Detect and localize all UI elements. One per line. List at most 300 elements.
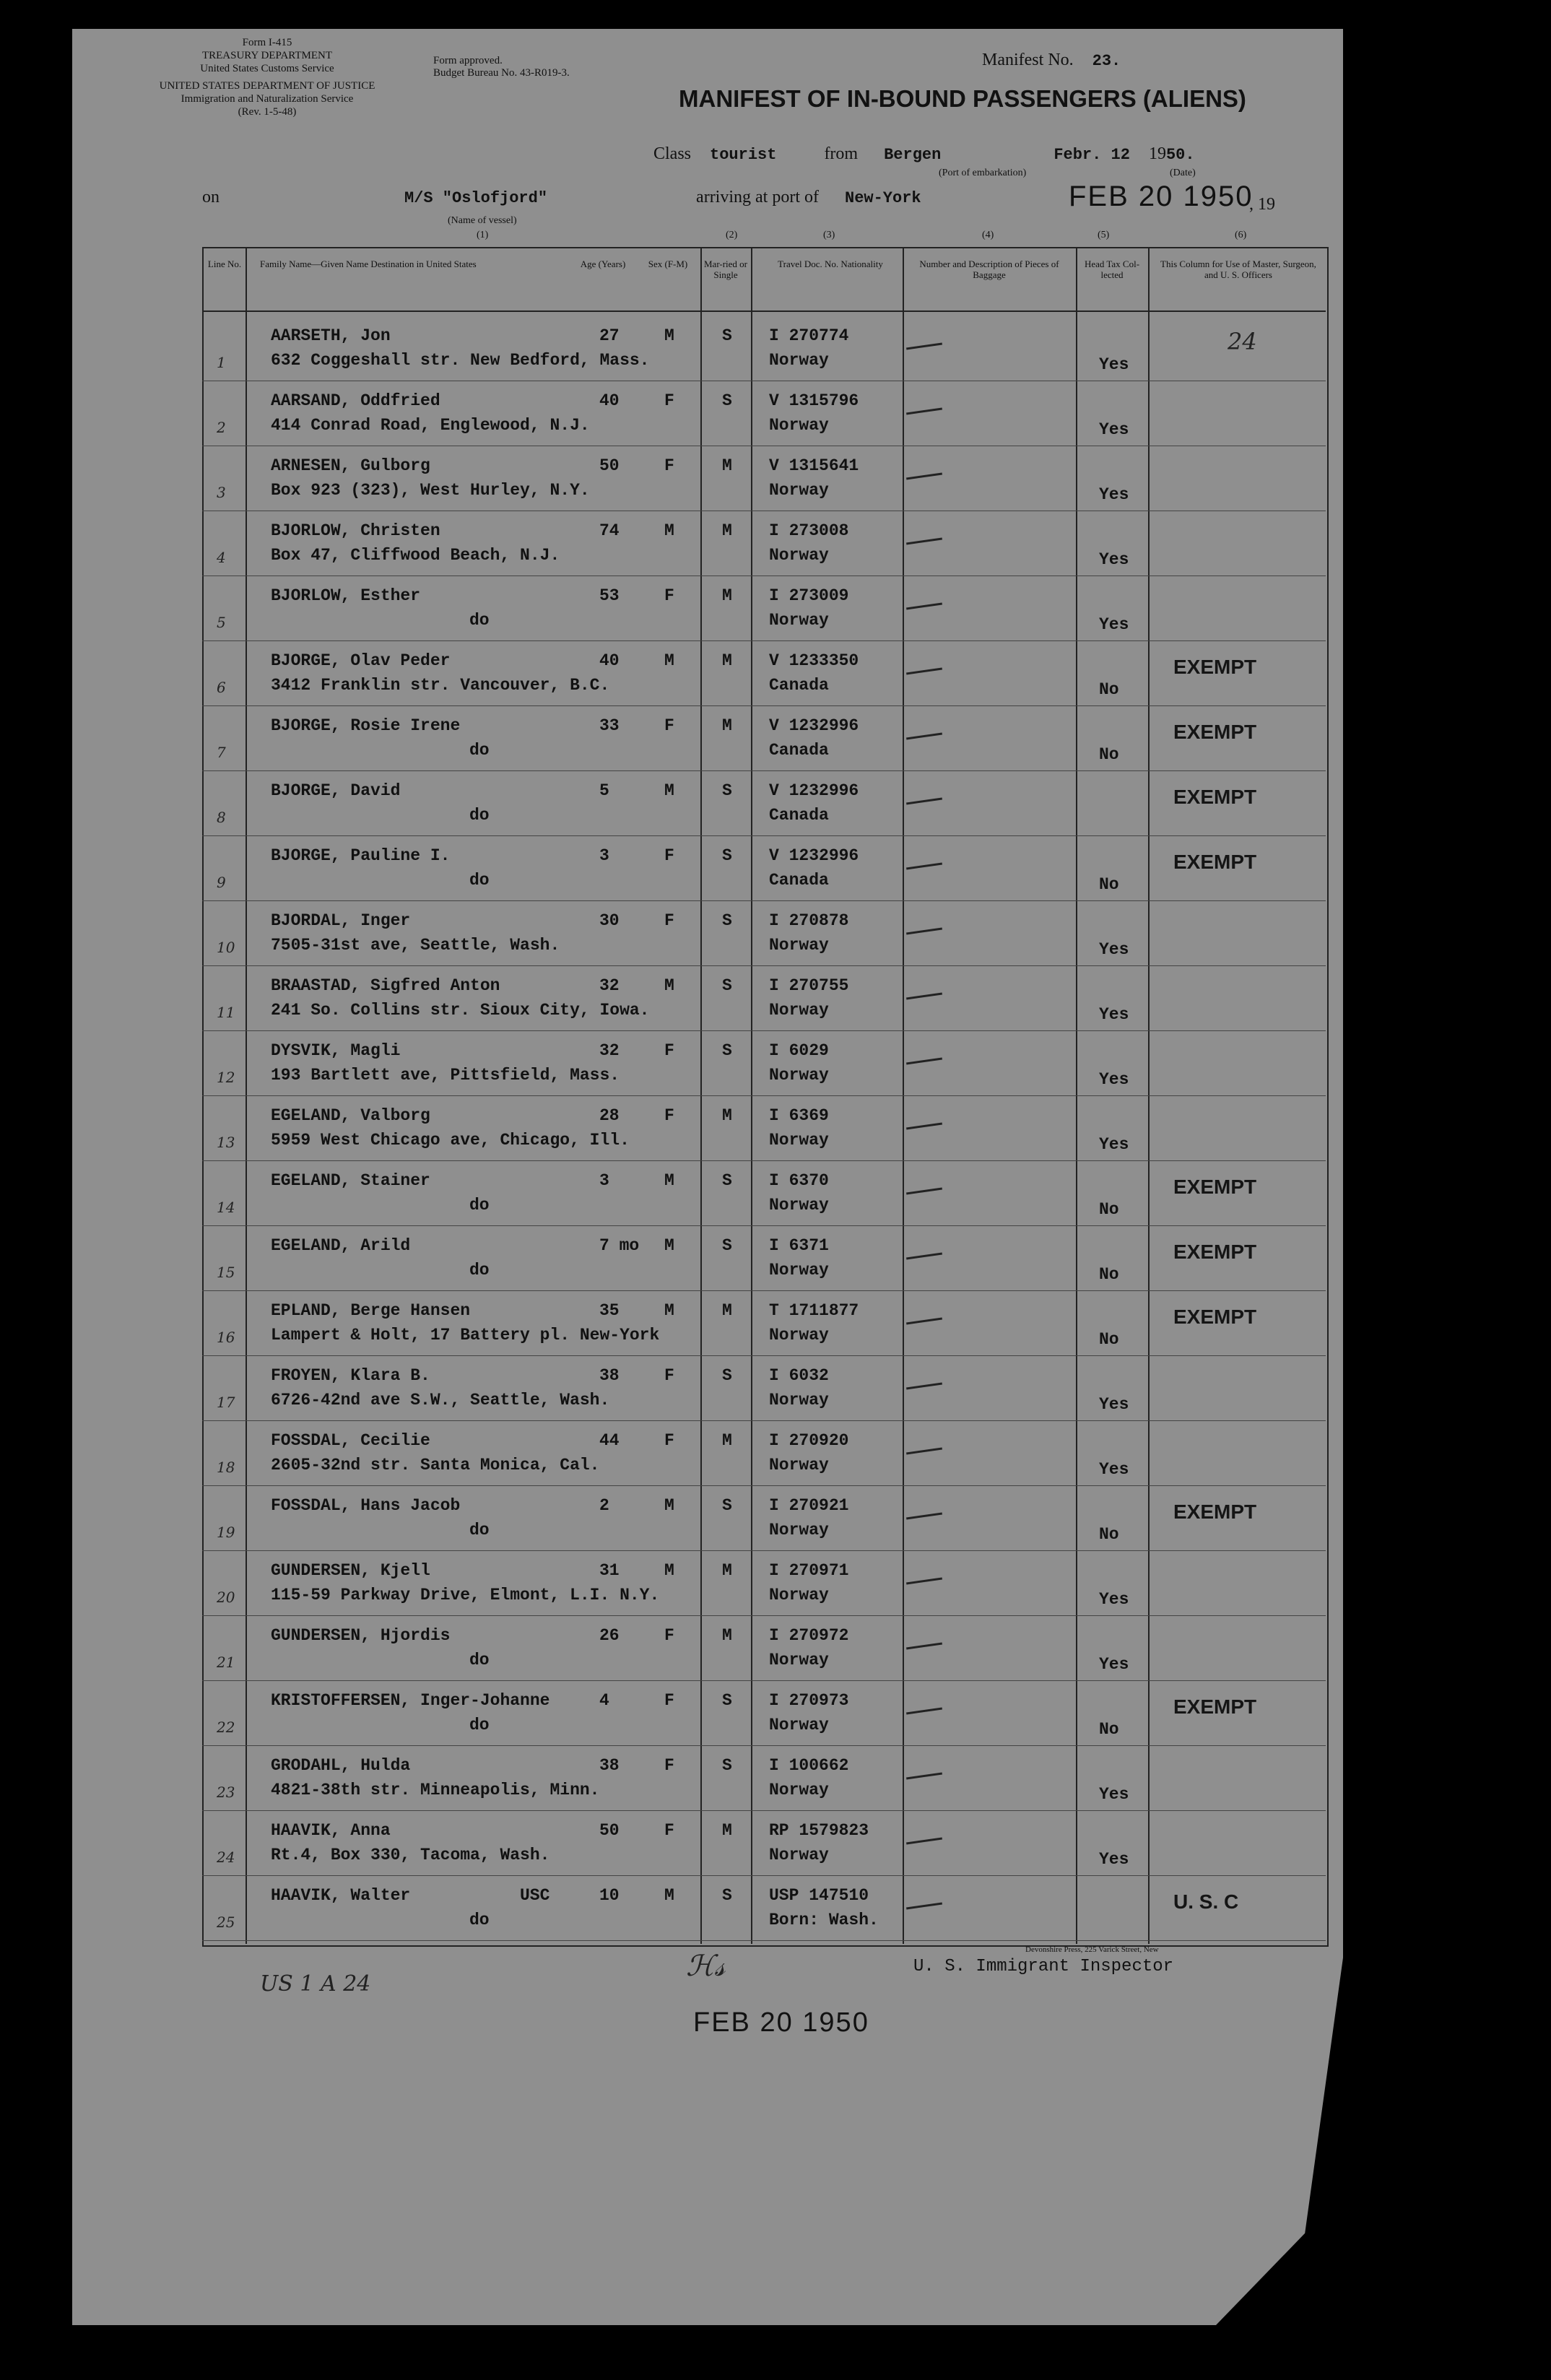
travel-doc-number: T 1711877: [769, 1301, 859, 1320]
table-row: [0, 1423, 1551, 1486]
destination: do: [469, 1521, 490, 1539]
table-row: [0, 1877, 1551, 1941]
line-number: 5: [217, 614, 226, 631]
destination: 632 Coggeshall str. New Bedford, Mass.: [271, 351, 650, 370]
head-tax-value: Yes: [1099, 355, 1129, 374]
age-value: 2: [599, 1496, 609, 1515]
form-number: Form I-415: [242, 37, 292, 48]
table-row: [0, 513, 1551, 576]
table-row: [0, 578, 1551, 641]
travel-doc-number: USP 147510: [769, 1886, 869, 1905]
arrival-port: New-York: [845, 189, 921, 207]
age-value: 40: [599, 391, 620, 410]
class-label: Class: [653, 144, 692, 163]
destination: 414 Conrad Road, Englewood, N.J.: [271, 416, 590, 435]
exempt-stamp: EXEMPT: [1173, 656, 1257, 678]
nationality: Canada: [769, 741, 829, 760]
travel-doc-number: I 6371: [769, 1236, 829, 1255]
head-tax-value: No: [1099, 745, 1119, 764]
vessel-line: [202, 188, 921, 207]
destination: do: [469, 1196, 490, 1215]
destination: do: [469, 806, 490, 825]
passenger-name: EGELAND, Valborg: [271, 1106, 430, 1125]
baggage-tick-mark: [906, 928, 942, 935]
passenger-name: AARSAND, Oddfried: [271, 391, 440, 410]
marital-status: S: [722, 1496, 732, 1515]
travel-doc-number: I 270755: [769, 976, 849, 995]
table-row: [0, 773, 1551, 836]
passenger-name: FOSSDAL, Cecilie: [271, 1431, 430, 1450]
table-row: [0, 1488, 1551, 1551]
table-row: [0, 1098, 1551, 1161]
col-header-baggage: Number and Description of Pieces of Baggage: [919, 259, 1059, 280]
sex-value: F: [664, 1821, 674, 1840]
passenger-name: BJORLOW, Christen: [271, 521, 440, 540]
year-label: 19: [1148, 144, 1166, 163]
marital-status: S: [722, 911, 732, 930]
col-header-sex: Sex (F-M): [648, 259, 688, 269]
destination: do: [469, 1716, 490, 1734]
sex-value: M: [664, 1171, 674, 1190]
table-row: [0, 1812, 1551, 1876]
nationality: Norway: [769, 351, 829, 370]
head-tax-value: No: [1099, 875, 1119, 894]
destination: do: [469, 1911, 490, 1929]
sex-value: F: [664, 1041, 674, 1060]
head-tax-value: Yes: [1099, 1850, 1129, 1869]
travel-doc-number: I 273009: [769, 586, 849, 605]
age-value: 7 mo: [599, 1236, 640, 1255]
row-separator: [202, 1095, 1326, 1096]
nationality: Norway: [769, 1781, 829, 1799]
head-tax-value: Yes: [1099, 420, 1129, 439]
travel-doc-number: V 1233350: [769, 651, 859, 670]
line-number: 23: [217, 1784, 235, 1801]
nationality: Canada: [769, 676, 829, 695]
baggage-tick-mark: [906, 1058, 942, 1065]
col-header-headtax: Head Tax Col-lected: [1084, 259, 1140, 280]
table-row: [0, 968, 1551, 1031]
line-number: 16: [217, 1329, 235, 1346]
line-number: 3: [217, 484, 226, 501]
row-separator: [202, 1745, 1326, 1746]
inspector-label: U. S. Immigrant Inspector: [913, 1957, 1174, 1976]
travel-doc-number: I 270878: [769, 911, 849, 930]
travel-doc-number: I 273008: [769, 521, 849, 540]
baggage-tick-mark: [906, 1838, 942, 1845]
table-row: [0, 643, 1551, 706]
baggage-tick-mark: [906, 1188, 942, 1195]
sex-value: M: [664, 1301, 674, 1320]
line-number: 10: [217, 939, 235, 956]
table-row: [0, 708, 1551, 771]
exempt-stamp: U. S. C: [1173, 1890, 1239, 1913]
head-tax-value: Yes: [1099, 485, 1129, 504]
marital-status: S: [722, 326, 732, 345]
destination: 5959 West Chicago ave, Chicago, Ill.: [271, 1131, 630, 1150]
customs-service: United States Customs Service: [200, 63, 334, 74]
age-value: 4: [599, 1691, 609, 1710]
age-value: 30: [599, 911, 620, 930]
nationality: Norway: [769, 1066, 829, 1085]
row-separator: [202, 1225, 1326, 1226]
age-value: 44: [599, 1431, 620, 1450]
manifest-number-value: 23.: [1092, 52, 1121, 70]
travel-doc-number: I 270973: [769, 1691, 849, 1710]
travel-doc-number: I 270971: [769, 1561, 849, 1580]
row-separator: [202, 900, 1326, 901]
travel-doc-number: I 6029: [769, 1041, 829, 1060]
sex-value: F: [664, 1431, 674, 1450]
sex-value: F: [664, 1626, 674, 1645]
destination: Box 47, Cliffwood Beach, N.J.: [271, 546, 560, 565]
nationality: Norway: [769, 1521, 829, 1539]
head-tax-value: Yes: [1099, 615, 1129, 634]
head-tax-value: Yes: [1099, 550, 1129, 569]
line-number: 14: [217, 1199, 235, 1216]
line-number: 18: [217, 1459, 235, 1476]
destination: do: [469, 871, 490, 890]
marital-status: S: [722, 1756, 732, 1775]
destination: do: [469, 741, 490, 760]
revision: (Rev. 1-5-48): [238, 106, 297, 118]
exempt-stamp: EXEMPT: [1173, 1695, 1257, 1718]
sex-value: F: [664, 1106, 674, 1125]
line-number: 1: [217, 354, 226, 371]
baggage-tick-mark: [906, 1513, 942, 1520]
header-separator: [202, 310, 1326, 312]
baggage-tick-mark: [906, 1708, 942, 1715]
head-tax-value: No: [1099, 1720, 1119, 1739]
passenger-name: FOSSDAL, Hans Jacob: [271, 1496, 461, 1515]
row-separator: [202, 1550, 1326, 1551]
usc-marker: USC: [520, 1886, 550, 1905]
line-number: 4: [217, 549, 226, 566]
baggage-tick-mark: [906, 1448, 942, 1455]
marital-status: M: [722, 521, 732, 540]
marital-status: M: [722, 1431, 732, 1450]
nationality: Norway: [769, 1326, 829, 1345]
nationality: Norway: [769, 1196, 829, 1215]
line-number: 24: [217, 1849, 235, 1866]
sex-value: F: [664, 846, 674, 865]
travel-doc-number: I 270921: [769, 1496, 849, 1515]
passenger-name: DYSVIK, Magli: [271, 1041, 401, 1060]
year-value: 50.: [1165, 146, 1195, 164]
passenger-name: EGELAND, Arild: [271, 1236, 411, 1255]
line-number: 13: [217, 1134, 235, 1151]
nationality: Norway: [769, 1001, 829, 1020]
marital-status: M: [722, 1301, 732, 1320]
footer-handwritten-note: US 1 A 24: [260, 1971, 371, 1997]
class-value: tourist: [710, 146, 777, 164]
passenger-name: BJORGE, Pauline I.: [271, 846, 451, 865]
manifest-number: [982, 51, 1121, 70]
sex-value: F: [664, 1756, 674, 1775]
passenger-name: BJORGE, David: [271, 781, 401, 800]
marital-status: M: [722, 716, 732, 735]
destination: do: [469, 611, 490, 630]
head-tax-value: Yes: [1099, 940, 1129, 959]
marital-status: M: [722, 1626, 732, 1645]
baggage-tick-mark: [906, 343, 942, 350]
baggage-tick-mark: [906, 603, 942, 610]
sex-value: M: [664, 1496, 674, 1515]
baggage-tick-mark: [906, 863, 942, 870]
marital-status: S: [722, 1366, 732, 1385]
table-row: [0, 448, 1551, 511]
sex-value: F: [664, 716, 674, 735]
age-value: 32: [599, 1041, 620, 1060]
age-value: 28: [599, 1106, 620, 1125]
travel-doc-number: V 1232996: [769, 781, 859, 800]
arriving-label: arriving at port of: [696, 188, 819, 207]
marital-status: M: [722, 1821, 732, 1840]
head-tax-value: No: [1099, 1200, 1119, 1219]
col-num-4: (4): [982, 230, 994, 240]
col-header-officers: This Column for Use of Master, Surgeon, and U. S. Officers: [1160, 259, 1316, 280]
nationality: Norway: [769, 1846, 829, 1864]
age-value: 3: [599, 1171, 609, 1190]
col-header-married: Mar-ried or Single: [703, 259, 748, 280]
sex-value: M: [664, 651, 674, 670]
marital-status: M: [722, 651, 732, 670]
sex-value: M: [664, 1236, 674, 1255]
destination: do: [469, 1261, 490, 1280]
table-row: [0, 1682, 1551, 1746]
col-num-2: (2): [726, 230, 738, 240]
age-value: 27: [599, 326, 620, 345]
arrival-date-stamp: FEB 20 1950: [1069, 181, 1254, 212]
date-caption: (Date): [1170, 168, 1196, 178]
sex-value: M: [664, 1886, 674, 1905]
nationality: Norway: [769, 1131, 829, 1150]
row-separator: [202, 640, 1326, 641]
head-tax-value: Yes: [1099, 1460, 1129, 1479]
row-separator: [202, 1940, 1326, 1941]
age-value: 74: [599, 521, 620, 540]
destination: Rt.4, Box 330, Tacoma, Wash.: [271, 1846, 550, 1864]
line-number: 9: [217, 874, 226, 891]
marital-status: S: [722, 1691, 732, 1710]
passenger-name: GRODAHL, Hulda: [271, 1756, 411, 1775]
nationality: Norway: [769, 1651, 829, 1669]
age-value: 32: [599, 976, 620, 995]
travel-doc-number: I 100662: [769, 1756, 849, 1775]
nationality: Norway: [769, 1716, 829, 1734]
inspector-signature: ℋ𝓈: [686, 1950, 726, 1983]
exempt-stamp: EXEMPT: [1173, 721, 1257, 743]
on-label: on: [202, 188, 220, 207]
row-separator: [202, 965, 1326, 966]
age-value: 35: [599, 1301, 620, 1320]
port-embarkation: Bergen: [884, 146, 942, 164]
col-header-line: Line No.: [207, 259, 242, 269]
age-value: 38: [599, 1366, 620, 1385]
passenger-name: FROYEN, Klara B.: [271, 1366, 430, 1385]
marital-status: M: [722, 1106, 732, 1125]
table-row: [0, 1552, 1551, 1616]
head-tax-value: No: [1099, 1265, 1119, 1284]
baggage-tick-mark: [906, 1318, 942, 1325]
sex-value: M: [664, 781, 674, 800]
head-tax-value: Yes: [1099, 1655, 1129, 1674]
table-row: [0, 838, 1551, 901]
sex-value: F: [664, 391, 674, 410]
manifest-number-label: Manifest No.: [982, 51, 1074, 69]
marital-status: S: [722, 1171, 732, 1190]
passenger-name: EGELAND, Stainer: [271, 1171, 430, 1190]
travel-doc-number: V 1232996: [769, 846, 859, 865]
line-number: 17: [217, 1394, 235, 1411]
head-tax-value: Yes: [1099, 1135, 1129, 1154]
passenger-name: GUNDERSEN, Kjell: [271, 1561, 430, 1580]
embark-date: Febr. 12: [1053, 146, 1130, 164]
nationality: Born: Wash.: [769, 1911, 879, 1929]
sex-value: F: [664, 911, 674, 930]
exempt-stamp: EXEMPT: [1173, 1306, 1257, 1328]
travel-doc-number: RP 1579823: [769, 1821, 869, 1840]
form-approval: [433, 55, 621, 79]
budget-bureau: Budget Bureau No. 43-R019-3.: [433, 67, 570, 79]
age-value: 50: [599, 1821, 620, 1840]
baggage-tick-mark: [906, 798, 942, 805]
line-number: 25: [217, 1914, 235, 1931]
travel-doc-number: I 6032: [769, 1366, 829, 1385]
destination: 241 So. Collins str. Sioux City, Iowa.: [271, 1001, 650, 1020]
table-row: [0, 903, 1551, 966]
exempt-stamp: EXEMPT: [1173, 1500, 1257, 1523]
baggage-tick-mark: [906, 473, 942, 480]
officer-note: 24: [1228, 328, 1257, 355]
nationality: Norway: [769, 481, 829, 500]
row-separator: [202, 1290, 1326, 1291]
sex-value: M: [664, 521, 674, 540]
age-value: 38: [599, 1756, 620, 1775]
row-separator: [202, 1875, 1326, 1876]
marital-status: S: [722, 846, 732, 865]
baggage-tick-mark: [906, 733, 942, 740]
exempt-stamp: EXEMPT: [1173, 786, 1257, 808]
marital-status: S: [722, 781, 732, 800]
exempt-stamp: EXEMPT: [1173, 851, 1257, 873]
marital-status: S: [722, 1886, 732, 1905]
col-header-travel: Travel Doc. No. Nationality: [778, 259, 883, 269]
exempt-stamp: EXEMPT: [1173, 1176, 1257, 1198]
head-tax-value: Yes: [1099, 1005, 1129, 1024]
baggage-tick-mark: [906, 668, 942, 675]
marital-status: S: [722, 391, 732, 410]
line-number: 8: [217, 809, 226, 826]
passenger-name: ARNESEN, Gulborg: [271, 456, 430, 475]
line-number: 7: [217, 744, 226, 761]
sex-value: F: [664, 1691, 674, 1710]
table-row: [0, 383, 1551, 446]
line-number: 11: [217, 1004, 235, 1021]
passenger-name: GUNDERSEN, Hjordis: [271, 1626, 451, 1645]
col-header-name: Family Name—Given Name Destination in United States: [260, 259, 477, 269]
head-tax-value: Yes: [1099, 1395, 1129, 1414]
form-header-left: [130, 36, 404, 118]
nationality: Norway: [769, 611, 829, 630]
baggage-tick-mark: [906, 1773, 942, 1780]
baggage-tick-mark: [906, 408, 942, 415]
page-title: MANIFEST OF IN-BOUND PASSENGERS (ALIENS): [679, 85, 1246, 112]
table-row: [0, 1033, 1551, 1096]
destination: Box 923 (323), West Hurley, N.Y.: [271, 481, 590, 500]
line-number: 12: [217, 1069, 235, 1086]
passenger-name: KRISTOFFERSEN, Inger-Johanne: [271, 1691, 550, 1710]
col-header-age: Age (Years): [580, 259, 626, 269]
nationality: Norway: [769, 546, 829, 565]
travel-doc-number: I 6369: [769, 1106, 829, 1125]
age-value: 50: [599, 456, 620, 475]
sex-value: F: [664, 1366, 674, 1385]
inspector-date-stamp: FEB 20 1950: [693, 2007, 869, 2038]
destination: 2605-32nd str. Santa Monica, Cal.: [271, 1456, 600, 1475]
passenger-name: BJORGE, Olav Peder: [271, 651, 451, 670]
line-number: 20: [217, 1589, 235, 1606]
line-number: 19: [217, 1524, 235, 1541]
row-separator: [202, 1030, 1326, 1031]
line-number: 6: [217, 679, 226, 696]
age-value: 31: [599, 1561, 620, 1580]
destination: 6726-42nd ave S.W., Seattle, Wash.: [271, 1391, 610, 1410]
ins-label: Immigration and Naturalization Service: [181, 93, 354, 105]
from-label: from: [824, 144, 859, 163]
line-number: 2: [217, 419, 226, 436]
table-row: [0, 1228, 1551, 1291]
line-number: 22: [217, 1719, 235, 1736]
table-row: [0, 1163, 1551, 1226]
marital-status: S: [722, 1041, 732, 1060]
head-tax-value: Yes: [1099, 1590, 1129, 1609]
age-value: 10: [599, 1886, 620, 1905]
head-tax-value: No: [1099, 1330, 1119, 1349]
form-approved: Form approved.: [433, 55, 503, 66]
destination: 193 Bartlett ave, Pittsfield, Mass.: [271, 1066, 620, 1085]
baggage-tick-mark: [906, 1253, 942, 1260]
line-number: 21: [217, 1654, 235, 1671]
passenger-name: AARSETH, Jon: [271, 326, 391, 345]
head-tax-value: No: [1099, 1525, 1119, 1544]
destination: Lampert & Holt, 17 Battery pl. New-York: [271, 1326, 660, 1345]
table-row: [0, 1617, 1551, 1681]
row-separator: [202, 1160, 1326, 1161]
col-num-1: (1): [477, 230, 489, 240]
table-row: [0, 318, 1551, 381]
row-separator: [202, 1485, 1326, 1486]
row-separator: [202, 1355, 1326, 1356]
col-num-5: (5): [1098, 230, 1110, 240]
destination: do: [469, 1651, 490, 1669]
destination: 4821-38th str. Minneapolis, Minn.: [271, 1781, 600, 1799]
exempt-stamp: EXEMPT: [1173, 1241, 1257, 1263]
class-line: [653, 144, 1195, 164]
nationality: Norway: [769, 1261, 829, 1280]
head-tax-value: Yes: [1099, 1070, 1129, 1089]
destination: 115-59 Parkway Drive, Elmont, L.I. N.Y.: [271, 1586, 660, 1604]
sex-value: M: [664, 1561, 674, 1580]
vessel-caption: (Name of vessel): [448, 215, 517, 226]
head-tax-value: No: [1099, 680, 1119, 699]
vessel-name: M/S "Oslofjord": [404, 189, 548, 207]
arrival-year: , 19: [1249, 195, 1275, 214]
row-separator: [202, 1615, 1326, 1616]
port-caption: (Port of embarkation): [939, 168, 1027, 178]
passenger-name: BJORGE, Rosie Irene: [271, 716, 461, 735]
row-separator: [202, 1680, 1326, 1681]
